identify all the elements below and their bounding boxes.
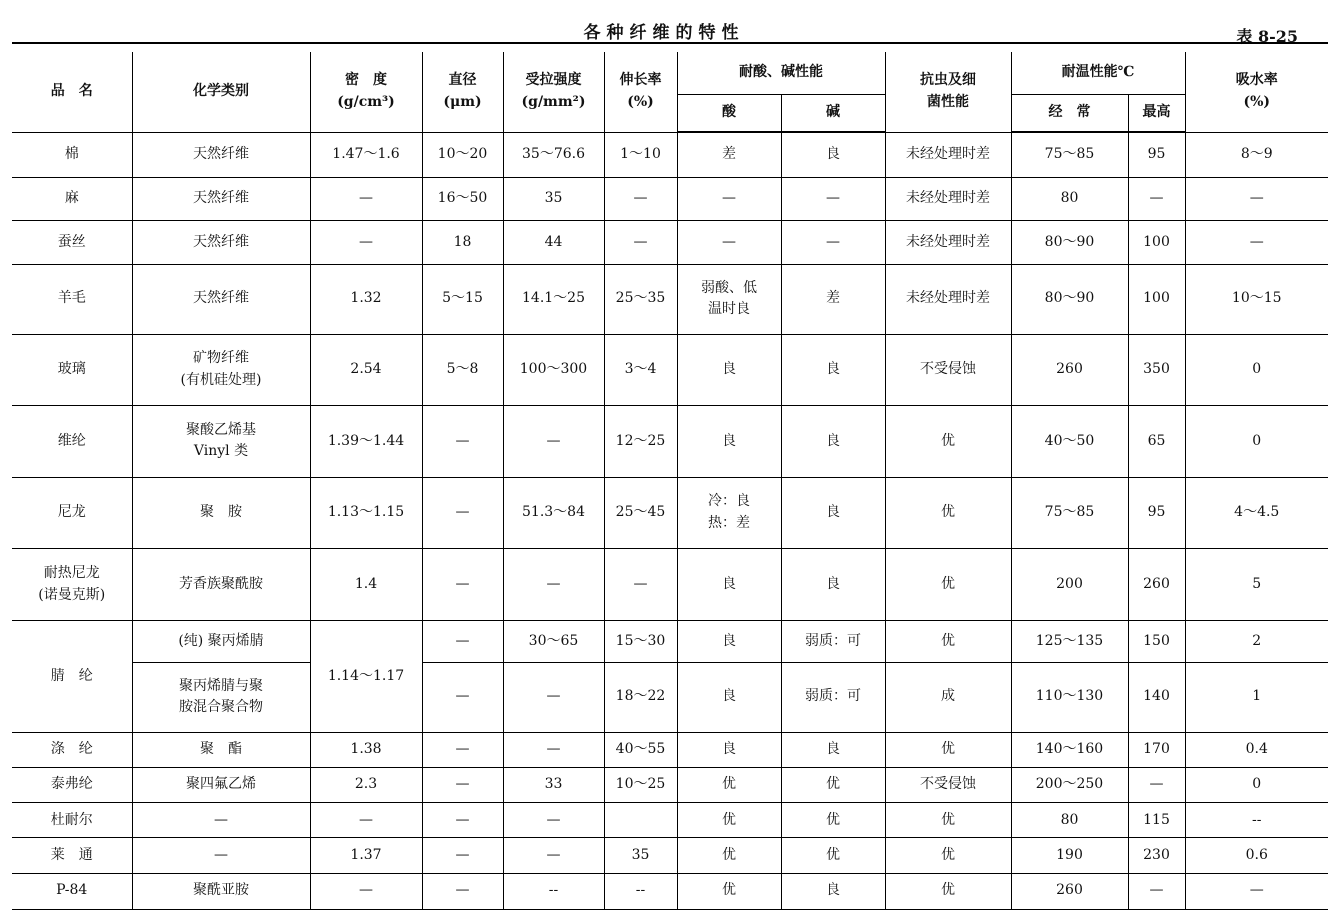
cell-temp-normal: 200～250	[1011, 768, 1128, 803]
cell-chem: —	[132, 803, 310, 838]
cell-density: 1.14～1.17	[310, 621, 422, 733]
cell-alkali: 良	[781, 732, 885, 767]
header-diameter-label: 直径	[448, 72, 477, 89]
cell-chem: 天然纤维	[132, 221, 310, 264]
header-strength	[503, 52, 604, 132]
cell-temp-max: 115	[1128, 803, 1185, 838]
header-row-1	[12, 52, 1328, 94]
cell-temp-max: 100	[1128, 221, 1185, 264]
cell-chem: 天然纤维	[132, 178, 310, 221]
cell-alkali: —	[781, 178, 885, 221]
header-name: 品 名	[12, 52, 132, 132]
table-row	[12, 264, 1328, 334]
cell-density: 1.4	[310, 549, 422, 621]
header-temp-max: 最高	[1128, 94, 1185, 132]
cell-water: 10～15	[1185, 264, 1328, 334]
cell-elongation: 35	[604, 838, 677, 873]
header-acid: 酸	[677, 94, 781, 132]
cell-acid: 良	[677, 549, 781, 621]
header-elongation	[604, 52, 677, 132]
cell-density: —	[310, 221, 422, 264]
cell-water: —	[1185, 873, 1328, 909]
cell-temp-normal: 260	[1011, 873, 1128, 909]
cell-density: 1.13～1.15	[310, 477, 422, 548]
fiber-properties-table	[12, 52, 1328, 910]
cell-water: 1	[1185, 662, 1328, 732]
table-row	[12, 768, 1328, 803]
cell-insect: 未经处理时差	[885, 132, 1011, 177]
cell-temp-normal: 80	[1011, 803, 1128, 838]
header-water-label: 吸水率	[1235, 72, 1278, 89]
cell-water: 0.4	[1185, 732, 1328, 767]
table-row	[12, 406, 1328, 477]
cell-elongation: 10～25	[604, 768, 677, 803]
cell-name: 麻	[12, 178, 132, 221]
cell-temp-max: 95	[1128, 477, 1185, 548]
cell-temp-max: 350	[1128, 334, 1185, 405]
cell-chem	[132, 406, 310, 477]
cell-temp-normal: 80	[1011, 178, 1128, 221]
cell-insect: 优	[885, 838, 1011, 873]
header-density	[310, 52, 422, 132]
cell-elongation: 40～55	[604, 732, 677, 767]
cell-acid: 优	[677, 873, 781, 909]
cell-density: 1.39～1.44	[310, 406, 422, 477]
cell-temp-max: —	[1128, 873, 1185, 909]
cell-diameter: 5～8	[422, 334, 503, 405]
cell-chem: 聚酰亚胺	[132, 873, 310, 909]
cell-temp-max: —	[1128, 768, 1185, 803]
cell-elongation: —	[604, 549, 677, 621]
cell-water: 0	[1185, 334, 1328, 405]
cell-density: 2.3	[310, 768, 422, 803]
cell-strength: 33	[503, 768, 604, 803]
cell-temp-max: 140	[1128, 662, 1185, 732]
cell-alkali: —	[781, 221, 885, 264]
cell-density: 1.38	[310, 732, 422, 767]
cell-strength: 44	[503, 221, 604, 264]
cell-elongation: --	[604, 873, 677, 909]
table-row	[12, 803, 1328, 838]
cell-temp-max: —	[1128, 178, 1185, 221]
table-row	[12, 132, 1328, 177]
cell-chem: 芳香族聚酰胺	[132, 549, 310, 621]
cell-acid: —	[677, 221, 781, 264]
cell-alkali: 良	[781, 334, 885, 405]
cell-density: 1.47～1.6	[310, 132, 422, 177]
cell-acid-line1: 弱酸、低	[701, 279, 757, 296]
cell-strength: —	[503, 732, 604, 767]
cell-water: 0	[1185, 406, 1328, 477]
cell-acid: 良	[677, 406, 781, 477]
cell-acid	[677, 264, 781, 334]
cell-diameter: 18	[422, 221, 503, 264]
cell-strength: —	[503, 838, 604, 873]
cell-temp-max: 230	[1128, 838, 1185, 873]
header-acid-alkali: 耐酸、碱性能	[677, 52, 885, 94]
cell-chem: (纯) 聚丙烯腈	[132, 621, 310, 662]
header-alkali: 碱	[781, 94, 885, 132]
cell-chem	[132, 662, 310, 732]
cell-insect: 优	[885, 621, 1011, 662]
cell-name: 羊毛	[12, 264, 132, 334]
cell-water: 2	[1185, 621, 1328, 662]
table-number: 表 8-25	[1236, 27, 1298, 46]
cell-alkali: 弱质：可	[781, 662, 885, 732]
cell-alkali: 差	[781, 264, 885, 334]
cell-insect: 优	[885, 732, 1011, 767]
cell-name: 涤 纶	[12, 732, 132, 767]
table-row	[12, 873, 1328, 909]
header-elongation-label: 伸长率	[619, 72, 662, 89]
cell-strength: —	[503, 549, 604, 621]
cell-alkali: 良	[781, 477, 885, 548]
cell-elongation: 25～45	[604, 477, 677, 548]
cell-alkali: 弱质：可	[781, 621, 885, 662]
cell-insect: 未经处理时差	[885, 264, 1011, 334]
cell-chem-line1: 矿物纤维	[193, 350, 249, 367]
cell-name: 腈 纶	[12, 621, 132, 733]
header-water-unit: (%)	[1243, 93, 1271, 110]
cell-diameter: —	[422, 768, 503, 803]
cell-temp-max: 170	[1128, 732, 1185, 767]
cell-acid: 良	[677, 662, 781, 732]
cell-alkali: 良	[781, 406, 885, 477]
cell-temp-normal: 75～85	[1011, 477, 1128, 548]
cell-temp-max: 150	[1128, 621, 1185, 662]
cell-diameter: —	[422, 477, 503, 548]
cell-name: 杜耐尔	[12, 803, 132, 838]
table-row	[12, 549, 1328, 621]
cell-chem-line2: 胺混合聚合物	[179, 699, 263, 716]
cell-strength: —	[503, 803, 604, 838]
cell-temp-normal: 200	[1011, 549, 1128, 621]
cell-chem: 聚四氟乙烯	[132, 768, 310, 803]
cell-acid: 良	[677, 732, 781, 767]
cell-chem-line2: (有机硅处理)	[180, 372, 262, 389]
cell-elongation	[604, 803, 677, 838]
cell-name: 莱 通	[12, 838, 132, 873]
cell-chem: 天然纤维	[132, 132, 310, 177]
cell-density: 2.54	[310, 334, 422, 405]
cell-alkali: 优	[781, 803, 885, 838]
cell-temp-normal: 80～90	[1011, 264, 1128, 334]
header-water	[1185, 52, 1328, 132]
cell-diameter: —	[422, 803, 503, 838]
cell-acid: 良	[677, 334, 781, 405]
cell-chem-line1: 聚酸乙烯基	[186, 421, 256, 438]
top-rule	[12, 42, 1328, 44]
cell-diameter: —	[422, 549, 503, 621]
cell-temp-normal: 140～160	[1011, 732, 1128, 767]
cell-chem: 天然纤维	[132, 264, 310, 334]
cell-strength: 35	[503, 178, 604, 221]
cell-alkali: 良	[781, 549, 885, 621]
cell-density: 1.37	[310, 838, 422, 873]
cell-elongation: —	[604, 178, 677, 221]
cell-acid: 优	[677, 838, 781, 873]
header-chem: 化学类别	[132, 52, 310, 132]
cell-name: 泰弗纶	[12, 768, 132, 803]
cell-strength: 14.1～25	[503, 264, 604, 334]
cell-acid: —	[677, 178, 781, 221]
cell-water: 5	[1185, 549, 1328, 621]
cell-temp-normal: 80～90	[1011, 221, 1128, 264]
cell-insect: 未经处理时差	[885, 221, 1011, 264]
cell-insect: 不受侵蚀	[885, 334, 1011, 405]
cell-acid: 良	[677, 621, 781, 662]
cell-strength: 51.3～84	[503, 477, 604, 548]
cell-name: 维纶	[12, 406, 132, 477]
table-row	[12, 621, 1328, 662]
cell-water: 4～4.5	[1185, 477, 1328, 548]
cell-temp-normal: 75～85	[1011, 132, 1128, 177]
cell-name: 棉	[12, 132, 132, 177]
cell-diameter: —	[422, 732, 503, 767]
cell-chem-line2: Vinyl 类	[193, 443, 249, 460]
cell-diameter: —	[422, 662, 503, 732]
cell-strength: 30～65	[503, 621, 604, 662]
cell-elongation: 18～22	[604, 662, 677, 732]
cell-strength: --	[503, 873, 604, 909]
header-density-label: 密 度	[345, 72, 387, 89]
cell-water: 8～9	[1185, 132, 1328, 177]
header-temp: 耐温性能℃	[1011, 52, 1185, 94]
cell-chem: 聚 胺	[132, 477, 310, 548]
table-title: 各种纤维的特性	[583, 23, 745, 43]
cell-alkali: 良	[781, 873, 885, 909]
cell-alkali: 优	[781, 838, 885, 873]
cell-acid-line2: 热：差	[708, 514, 750, 531]
cell-insect: 优	[885, 873, 1011, 909]
cell-diameter: 5～15	[422, 264, 503, 334]
cell-chem	[132, 334, 310, 405]
cell-elongation: 1～10	[604, 132, 677, 177]
cell-acid: 优	[677, 803, 781, 838]
cell-insect: 未经处理时差	[885, 178, 1011, 221]
cell-elongation: 15～30	[604, 621, 677, 662]
cell-water: —	[1185, 178, 1328, 221]
cell-insect: 不受侵蚀	[885, 768, 1011, 803]
header-insect-label2: 菌性能	[927, 93, 969, 110]
table-row	[12, 334, 1328, 405]
header-density-unit: (g/cm³)	[337, 93, 395, 110]
cell-temp-max: 260	[1128, 549, 1185, 621]
cell-acid-line2: 温时良	[708, 301, 750, 318]
cell-acid	[677, 477, 781, 548]
header-strength-label: 受拉强度	[525, 72, 582, 89]
cell-chem: 聚 酯	[132, 732, 310, 767]
header-temp-normal: 经 常	[1011, 94, 1128, 132]
cell-name-line1: 耐热尼龙	[43, 565, 100, 582]
cell-diameter: 16～50	[422, 178, 503, 221]
cell-diameter: —	[422, 621, 503, 662]
header-strength-unit: (g/mm²)	[521, 93, 586, 110]
cell-temp-max: 95	[1128, 132, 1185, 177]
cell-insect: 优	[885, 406, 1011, 477]
cell-chem-line1: 聚丙烯腈与聚	[179, 677, 263, 694]
cell-alkali: 良	[781, 132, 885, 177]
cell-name: 蚕丝	[12, 221, 132, 264]
cell-diameter: —	[422, 873, 503, 909]
cell-name	[12, 549, 132, 621]
cell-density: —	[310, 873, 422, 909]
cell-density: —	[310, 803, 422, 838]
cell-elongation: 25～35	[604, 264, 677, 334]
cell-diameter: —	[422, 838, 503, 873]
cell-elongation: —	[604, 221, 677, 264]
cell-temp-normal: 260	[1011, 334, 1128, 405]
cell-insect: 成	[885, 662, 1011, 732]
cell-density: 1.32	[310, 264, 422, 334]
cell-name: 尼龙	[12, 477, 132, 548]
cell-strength: 35～76.6	[503, 132, 604, 177]
cell-diameter: 10～20	[422, 132, 503, 177]
header-diameter	[422, 52, 503, 132]
cell-acid: 优	[677, 768, 781, 803]
cell-water: —	[1185, 221, 1328, 264]
cell-density: —	[310, 178, 422, 221]
cell-chem: —	[132, 838, 310, 873]
cell-water: --	[1185, 803, 1328, 838]
cell-alkali: 优	[781, 768, 885, 803]
cell-water: 0	[1185, 768, 1328, 803]
cell-temp-max: 100	[1128, 264, 1185, 334]
cell-insect: 优	[885, 477, 1011, 548]
cell-name: P-84	[12, 873, 132, 909]
cell-temp-normal: 40～50	[1011, 406, 1128, 477]
header-elongation-unit: (%)	[627, 93, 654, 110]
cell-temp-max: 65	[1128, 406, 1185, 477]
table-row	[12, 178, 1328, 221]
cell-insect: 优	[885, 803, 1011, 838]
cell-strength: —	[503, 406, 604, 477]
header-insect	[885, 52, 1011, 132]
header-insect-label: 抗虫及细	[920, 72, 976, 89]
cell-strength: —	[503, 662, 604, 732]
cell-temp-normal: 190	[1011, 838, 1128, 873]
cell-acid: 差	[677, 132, 781, 177]
header-diameter-unit: (μm)	[443, 93, 482, 110]
cell-elongation: 12～25	[604, 406, 677, 477]
cell-insect: 优	[885, 549, 1011, 621]
cell-temp-normal: 125～135	[1011, 621, 1128, 662]
table-row	[12, 477, 1328, 548]
table-row	[12, 732, 1328, 767]
cell-acid-line1: 冷：良	[708, 493, 750, 510]
cell-diameter: —	[422, 406, 503, 477]
cell-elongation: 3～4	[604, 334, 677, 405]
table-row	[12, 221, 1328, 264]
table-row	[12, 662, 1328, 732]
cell-water: 0.6	[1185, 838, 1328, 873]
cell-strength: 100～300	[503, 334, 604, 405]
cell-name: 玻璃	[12, 334, 132, 405]
table-row	[12, 838, 1328, 873]
cell-temp-normal: 110～130	[1011, 662, 1128, 732]
cell-name-line2: (诺曼克斯)	[38, 586, 106, 603]
